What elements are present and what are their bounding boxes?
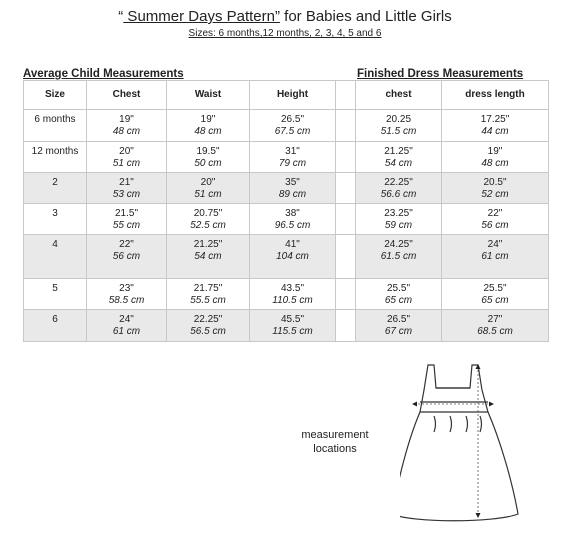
cm-value: 96.5 cm xyxy=(274,220,311,231)
inch-value: 19" xyxy=(487,146,503,157)
gap-cell xyxy=(336,310,356,342)
inch-value: 23" xyxy=(119,283,134,294)
size-cell xyxy=(24,310,87,342)
inch-value: 35" xyxy=(285,177,300,188)
measure-cell xyxy=(356,310,442,342)
measure-cell xyxy=(250,310,336,342)
measure-cell xyxy=(250,279,336,310)
table-header-row xyxy=(24,81,549,110)
inch-value: 20" xyxy=(200,177,216,188)
cm-value: 115.5 cm xyxy=(272,326,313,337)
measure-cell xyxy=(250,110,336,142)
cm-value: 56.5 cm xyxy=(190,326,226,337)
inch-value: 20.25 xyxy=(385,114,412,125)
inch-value: 19.5" xyxy=(196,146,220,157)
size-cell xyxy=(24,110,87,142)
dress-diagram xyxy=(400,360,570,532)
measure-cell xyxy=(442,235,549,279)
cm-value: 51 cm xyxy=(194,189,222,200)
cm-value: 48 cm xyxy=(194,126,222,137)
column-gap xyxy=(336,81,356,110)
cm-value: 61 cm xyxy=(481,251,509,262)
cm-value: 56 cm xyxy=(112,251,141,262)
cm-value: 104 cm xyxy=(276,251,309,262)
cm-value: 110.5 cm xyxy=(272,295,313,306)
inch-value: 24" xyxy=(487,239,503,250)
cm-value: 51.5 cm xyxy=(380,126,417,137)
measure-cell xyxy=(442,110,549,142)
cm-value: 89 cm xyxy=(278,189,307,200)
cm-value: 50 cm xyxy=(194,158,222,169)
inch-value: 20.5" xyxy=(483,177,507,188)
measure-cell xyxy=(442,279,549,310)
measure-cell xyxy=(167,110,250,142)
size-cell xyxy=(24,142,87,173)
measure-cell xyxy=(356,204,442,235)
inch-value: 24.25" xyxy=(384,239,413,250)
cm-value: 44 cm xyxy=(481,126,509,137)
measure-cell xyxy=(87,110,167,142)
inch-value: 19" xyxy=(119,114,134,125)
inch-value: 38" xyxy=(285,208,300,219)
gap-cell xyxy=(336,235,356,279)
measure-cell xyxy=(442,173,549,204)
table-row xyxy=(24,110,549,142)
inch-value: 45.5" xyxy=(280,314,304,325)
inch-value: 31" xyxy=(285,146,300,157)
cm-value: 68.5 cm xyxy=(477,326,513,337)
measurement-caption xyxy=(290,428,380,456)
page-subtitle: Sizes: 6 months,12 months, 2, 3, 4, 5 and 6 xyxy=(188,28,382,39)
left-section-title: Average Child Measurements xyxy=(23,68,184,80)
inch-value: 27" xyxy=(487,314,503,325)
title-quote: “ xyxy=(118,8,124,25)
right-section-title: Finished Dress Measurements xyxy=(357,68,524,80)
header-chest: Chest xyxy=(87,81,167,110)
title-rest: for Babies and Little Girls xyxy=(279,8,452,25)
measure-cell xyxy=(87,173,167,204)
size-cell xyxy=(24,173,87,204)
size-value: 5 xyxy=(52,283,58,294)
inch-value: 21" xyxy=(119,177,134,188)
measure-cell xyxy=(250,173,336,204)
measure-cell xyxy=(442,204,549,235)
measure-cell xyxy=(87,310,167,342)
cm-value: 52 cm xyxy=(481,189,509,200)
measure-cell xyxy=(167,204,250,235)
cm-value: 48 cm xyxy=(112,126,141,137)
size-value: 4 xyxy=(52,239,58,250)
table-row xyxy=(24,310,549,342)
measure-cell xyxy=(442,310,549,342)
cm-value: 59 cm xyxy=(384,220,413,231)
gap-cell xyxy=(336,279,356,310)
measure-cell xyxy=(356,110,442,142)
measure-cell xyxy=(442,142,549,173)
cm-value: 58.5 cm xyxy=(108,295,145,306)
caption-line-1: measurement xyxy=(301,429,369,441)
inch-value: 26.5" xyxy=(386,314,410,325)
measure-cell xyxy=(87,142,167,173)
title-main: Summer Days Pattern” xyxy=(123,8,280,25)
measure-cell xyxy=(167,310,250,342)
cm-value: 61.5 cm xyxy=(380,251,417,262)
cm-value: 56.6 cm xyxy=(380,189,417,200)
cm-value: 51 cm xyxy=(112,158,141,169)
measure-cell xyxy=(250,204,336,235)
inch-value: 41" xyxy=(285,239,300,250)
inch-value: 21.25" xyxy=(193,239,223,250)
header-size: Size xyxy=(24,81,87,110)
measure-cell xyxy=(356,142,442,173)
measure-cell xyxy=(250,235,336,279)
inch-value: 21.25" xyxy=(384,146,413,157)
measure-cell xyxy=(356,235,442,279)
measure-cell xyxy=(87,279,167,310)
gap-cell xyxy=(336,173,356,204)
inch-value: 21.75" xyxy=(193,283,223,294)
size-cell xyxy=(24,235,87,279)
measure-cell xyxy=(87,235,167,279)
cm-value: 55.5 cm xyxy=(190,295,226,306)
cm-value: 55 cm xyxy=(112,220,141,231)
inch-value: 21.5" xyxy=(114,208,138,219)
size-value: 6 xyxy=(52,314,58,325)
header-dress-length: dress length xyxy=(442,81,549,110)
header-waist: Waist xyxy=(167,81,250,110)
size-value: 6 months xyxy=(34,114,76,125)
inch-value: 22" xyxy=(119,239,134,250)
cm-value: 79 cm xyxy=(278,158,307,169)
measure-cell xyxy=(167,235,250,279)
measurement-table xyxy=(23,80,549,342)
gap-cell xyxy=(336,142,356,173)
table-row xyxy=(24,142,549,173)
inch-value: 19" xyxy=(200,114,216,125)
size-cell xyxy=(24,279,87,310)
cm-value: 54 cm xyxy=(194,251,222,262)
measure-cell xyxy=(167,173,250,204)
cm-value: 48 cm xyxy=(481,158,509,169)
table-row xyxy=(24,173,549,204)
cm-value: 65 cm xyxy=(481,295,509,306)
header-dress-chest: chest xyxy=(356,81,442,110)
size-value: 3 xyxy=(52,208,58,219)
table-row xyxy=(24,204,549,235)
inch-value: 43.5" xyxy=(280,283,304,294)
inch-value: 26.5" xyxy=(280,114,304,125)
cm-value: 54 cm xyxy=(384,158,413,169)
measure-cell xyxy=(250,142,336,173)
cm-value: 52.5 cm xyxy=(190,220,226,231)
inch-value: 17.25" xyxy=(480,114,510,125)
gap-cell xyxy=(336,204,356,235)
inch-value: 20" xyxy=(119,146,134,157)
size-value: 2 xyxy=(52,177,58,188)
size-cell xyxy=(24,204,87,235)
inch-value: 20.75" xyxy=(193,208,223,219)
cm-value: 56 cm xyxy=(481,220,509,231)
measure-cell xyxy=(167,142,250,173)
inch-value: 25.5" xyxy=(386,283,410,294)
inch-value: 22.25" xyxy=(384,177,413,188)
table-row xyxy=(24,279,549,310)
cm-value: 67.5 cm xyxy=(274,126,311,137)
cm-value: 53 cm xyxy=(112,189,141,200)
measure-cell xyxy=(87,204,167,235)
inch-value: 24" xyxy=(119,314,134,325)
table-row xyxy=(24,235,549,279)
cm-value: 61 cm xyxy=(112,326,141,337)
inch-value: 23.25" xyxy=(384,208,413,219)
measure-cell xyxy=(356,173,442,204)
measure-cell xyxy=(167,279,250,310)
gap-cell xyxy=(336,110,356,142)
size-value: 12 months xyxy=(31,146,79,157)
header-height: Height xyxy=(250,81,336,110)
measure-cell xyxy=(356,279,442,310)
caption-line-2: locations xyxy=(313,443,357,455)
inch-value: 25.5" xyxy=(483,283,507,294)
page-title xyxy=(0,8,570,25)
inch-value: 22" xyxy=(487,208,503,219)
cm-value: 65 cm xyxy=(384,295,413,306)
cm-value: 67 cm xyxy=(384,326,413,337)
inch-value: 22.25" xyxy=(193,314,223,325)
